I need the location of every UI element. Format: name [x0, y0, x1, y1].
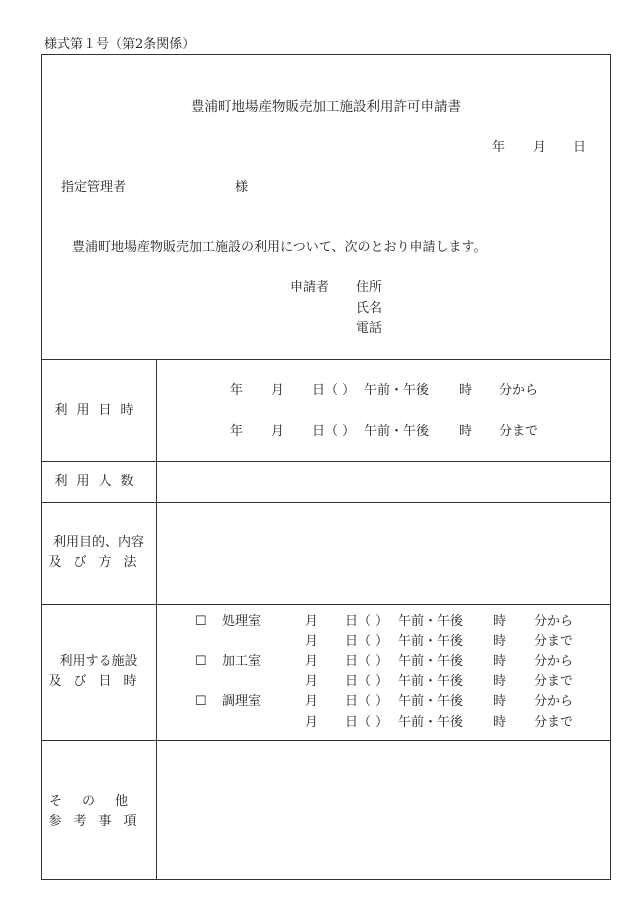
hour-label: 時	[493, 694, 507, 709]
purpose-row-label	[41, 533, 156, 573]
row-divider	[41, 359, 611, 360]
datetime-row-label	[41, 401, 156, 421]
other-input-area[interactable]	[157, 741, 610, 879]
facilities-label-line1: 利用する施設	[59, 654, 138, 669]
hour-label: 時	[493, 614, 507, 629]
month-label: 月	[305, 634, 319, 649]
month-label: 月	[305, 674, 319, 689]
other-label-line1: その他	[48, 794, 148, 809]
other-label-line2: 参考事項	[48, 814, 149, 829]
day-label: 日（ ）	[345, 674, 389, 689]
purpose-input-area[interactable]	[157, 503, 610, 603]
form-title: 豊浦町地場産物販売加工施設利用許可申請書	[191, 99, 461, 115]
day-label: 日（ ）	[312, 383, 356, 398]
addressee-honorific: 様	[235, 180, 249, 195]
checkbox-processing-facility[interactable]: ☐	[195, 654, 207, 669]
ampm-label: 午前・午後	[398, 614, 464, 629]
minute-label: 分から	[534, 654, 574, 669]
room-name-processing-facility: 加工室	[222, 654, 262, 669]
month-label: 月	[271, 424, 285, 439]
minute-label: 分まで	[534, 634, 574, 649]
year-label: 年	[230, 383, 244, 398]
month-label: 月	[305, 694, 319, 709]
people-row-label	[41, 472, 156, 492]
applicant-name-label: 氏名	[356, 301, 383, 316]
hour-label: 時	[459, 383, 473, 398]
day-label: 日（ ）	[345, 614, 389, 629]
minute-label: 分から	[534, 694, 574, 709]
applicant-label: 申請者	[290, 280, 330, 295]
minute-label: 分から	[499, 383, 539, 398]
month-label: 月	[305, 614, 319, 629]
datetime-label-text: 利用日時	[54, 403, 143, 418]
row-divider	[41, 604, 611, 605]
purpose-label-line2: 及び方法	[48, 555, 149, 570]
date-month-label: 月	[533, 140, 547, 155]
facilities-row-label	[41, 652, 156, 692]
minute-label: 分から	[534, 614, 574, 629]
form-number: 様式第１号（第2条関係）	[44, 37, 196, 52]
hour-label: 時	[493, 654, 507, 669]
purpose-label-line1: 利用目的、内容	[52, 535, 144, 550]
minute-label: 分まで	[499, 424, 539, 439]
ampm-label: 午前・午後	[364, 383, 430, 398]
facilities-label-line2: 及び日時	[48, 674, 149, 689]
ampm-label: 午前・午後	[398, 634, 464, 649]
hour-label: 時	[459, 424, 473, 439]
hour-label: 時	[493, 674, 507, 689]
other-row-label	[41, 792, 156, 832]
month-label: 月	[271, 383, 285, 398]
applicant-address-label: 住所	[356, 280, 383, 295]
room-name-cooking: 調理室	[222, 694, 262, 709]
month-label: 月	[305, 654, 319, 669]
application-statement: 豊浦町地場産物販売加工施設の利用について、次のとおり申請します。	[72, 240, 487, 255]
people-label-text: 利用人数	[54, 474, 143, 489]
month-label: 月	[305, 715, 319, 730]
room-name-processing: 処理室	[222, 614, 262, 629]
hour-label: 時	[493, 715, 507, 730]
day-label: 日（ ）	[312, 424, 356, 439]
day-label: 日（ ）	[345, 694, 389, 709]
ampm-label: 午前・午後	[398, 654, 464, 669]
day-label: 日（ ）	[345, 634, 389, 649]
ampm-label: 午前・午後	[364, 424, 430, 439]
day-label: 日（ ）	[345, 654, 389, 669]
minute-label: 分まで	[534, 674, 574, 689]
ampm-label: 午前・午後	[398, 694, 464, 709]
ampm-label: 午前・午後	[398, 674, 464, 689]
checkbox-processing-room[interactable]: ☐	[195, 614, 207, 629]
date-year-label: 年	[492, 140, 506, 155]
people-input-area[interactable]	[157, 462, 610, 501]
addressee-label: 指定管理者	[61, 180, 127, 195]
day-label: 日（ ）	[345, 715, 389, 730]
hour-label: 時	[493, 634, 507, 649]
year-label: 年	[230, 424, 244, 439]
checkbox-cooking-room[interactable]: ☐	[195, 694, 207, 709]
ampm-label: 午前・午後	[398, 715, 464, 730]
applicant-phone-label: 電話	[356, 321, 383, 336]
date-day-label: 日	[573, 140, 587, 155]
minute-label: 分まで	[534, 715, 574, 730]
